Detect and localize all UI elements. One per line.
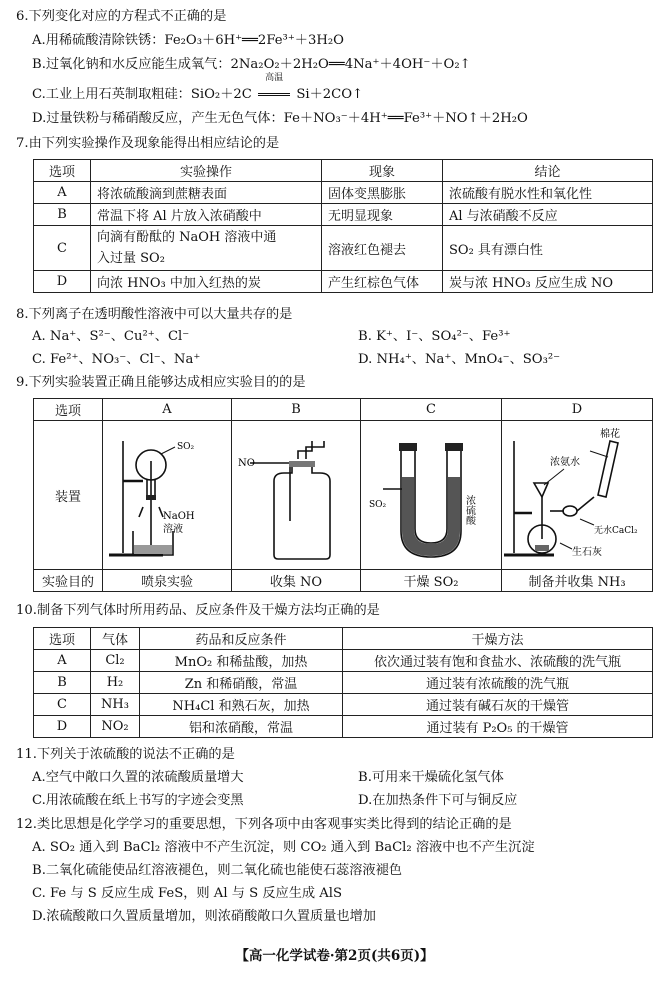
table-row xyxy=(34,672,653,694)
apparatus-b xyxy=(232,421,361,570)
table-cell: 常温下将 Al 片放入浓硝酸中 xyxy=(91,204,322,226)
table-row xyxy=(34,182,653,204)
purpose-row xyxy=(34,570,653,592)
q12-stem: 12.类比思想是化学学习的重要思想，下列各项中由客观事实类比得到的结论正确的是 xyxy=(16,817,512,832)
purpose-cell: 收集 NO xyxy=(232,570,361,592)
purpose-cell: 制备并收集 NH₃ xyxy=(502,570,653,592)
label-solution: 溶液 xyxy=(163,524,183,535)
table-cell xyxy=(91,226,322,271)
label-quicklime: 生石灰 xyxy=(572,547,602,558)
table-cell: 将浓硫酸滴到蔗糖表面 xyxy=(91,182,322,204)
q10-table xyxy=(33,627,653,738)
table-cell: 通过装有碱石灰的干燥管 xyxy=(343,694,653,716)
table-header-cell: 干燥方法 xyxy=(343,628,653,650)
q6-condition-text: 高温 xyxy=(265,73,284,83)
table-cell: 铝和浓硝酸，常温 xyxy=(140,716,343,738)
table-cell: 依次通过装有饱和食盐水、浓硫酸的洗气瓶 xyxy=(343,650,653,672)
purpose-cell: 干燥 SO₂ xyxy=(361,570,502,592)
purpose-cell: 喷泉实验 xyxy=(103,570,232,592)
table-header-cell: B xyxy=(232,399,361,421)
q6-option-d: D.过量铁粉与稀硝酸反应，产生无色气体：Fe＋NO₃⁻＋4H⁺══Fe³⁺＋NO↑＋2H₂O xyxy=(32,111,528,126)
table-row xyxy=(34,204,653,226)
table-cell: 固体变黑膨胀 xyxy=(322,182,443,204)
table-header-cell: 选项 xyxy=(34,399,103,421)
table-cell: C xyxy=(34,226,91,271)
table-cell: B xyxy=(34,204,91,226)
table-header-cell: 气体 xyxy=(91,628,140,650)
q9-table xyxy=(33,398,653,592)
table-header-cell: 结论 xyxy=(443,160,653,182)
table-header-cell: 药品和反应条件 xyxy=(140,628,343,650)
q9-stem: 9.下列实验装置正确且能够达成相应实验目的的是 xyxy=(16,375,306,390)
ammonia-prep-figure xyxy=(502,421,652,569)
table-header-cell: 选项 xyxy=(34,160,91,182)
label-cotton: 棉花 xyxy=(600,429,620,440)
q8-option-d: D. NH₄⁺、Na⁺、MnO₄⁻、SO₃²⁻ xyxy=(358,352,561,367)
table-cell: SO₂ 具有漂白性 xyxy=(443,226,653,271)
purpose-row-label: 实验目的 xyxy=(34,570,103,592)
table-cell: Zn 和稀硝酸，常温 xyxy=(140,672,343,694)
q8-option-b: B. K⁺、I⁻、SO₄²⁻、Fe³⁺ xyxy=(358,329,511,344)
table-row xyxy=(34,226,653,271)
q6-option-c xyxy=(32,73,364,104)
label-so2: SO₂ xyxy=(177,442,195,452)
q10-stem: 10.制备下列气体时所用药品、反应条件及干燥方法均正确的是 xyxy=(16,603,380,618)
q6-condition-arrow xyxy=(256,73,292,104)
q8-stem: 8.下列离子在透明酸性溶液中可以大量共存的是 xyxy=(16,307,293,322)
device-row-label: 装置 xyxy=(34,421,103,570)
table-cell-line: 向滴有酚酞的 NaOH 溶液中通 xyxy=(97,230,277,245)
q6-option-c-left: C.工业上用石英制取粗硅：SiO₂＋2C xyxy=(32,87,252,102)
table-cell: 产生红棕色气体 xyxy=(322,271,443,293)
q11-stem: 11.下列关于浓硫酸的说法不正确的是 xyxy=(16,747,235,762)
table-cell: A xyxy=(34,650,91,672)
q6-stem: 6.下列变化对应的方程式不正确的是 xyxy=(16,9,227,24)
table-cell: B xyxy=(34,672,91,694)
table-cell: 通过装有 P₂O₅ 的干燥管 xyxy=(343,716,653,738)
table-row xyxy=(34,694,653,716)
q7-table xyxy=(33,159,653,293)
apparatus-d xyxy=(502,421,653,570)
table-cell: Al 与浓硝酸不反应 xyxy=(443,204,653,226)
table-cell: H₂ xyxy=(91,672,140,694)
table-cell: A xyxy=(34,182,91,204)
label-naoh: NaOH xyxy=(163,511,195,522)
q11-option-a: A.空气中敞口久置的浓硫酸质量增大 xyxy=(32,770,244,785)
q12-option-d: D.浓硫酸敞口久置质量增加，则浓硝酸敞口久置质量也增加 xyxy=(32,909,376,924)
label-ammonia-water: 浓氨水 xyxy=(550,457,580,468)
table-header-cell: 实验操作 xyxy=(91,160,322,182)
table-header-row xyxy=(34,399,653,421)
table-cell: 通过装有浓硫酸的洗气瓶 xyxy=(343,672,653,694)
table-header-row xyxy=(34,160,653,182)
table-row xyxy=(34,271,653,293)
q6-option-b: B.过氧化钠和水反应能生成氧气：2Na₂O₂＋2H₂O══4Na⁺＋4OH⁻＋O₂↑ xyxy=(32,57,471,72)
gas-bottle-figure xyxy=(232,421,360,569)
table-header-row xyxy=(34,628,653,650)
label-conc-sulfuric: 浓硫酸 xyxy=(463,495,475,525)
table-cell: NH₄Cl 和熟石灰，加热 xyxy=(140,694,343,716)
fountain-apparatus-figure xyxy=(103,421,231,569)
table-cell: C xyxy=(34,694,91,716)
table-header-cell: 选项 xyxy=(34,628,91,650)
table-cell: Cl₂ xyxy=(91,650,140,672)
label-cacl2: 无水CaCl₂ xyxy=(594,526,638,536)
q8-option-a: A. Na⁺、S²⁻、Cu²⁺、Cl⁻ xyxy=(32,329,190,344)
q11-option-b: B.可用来干燥硫化氢气体 xyxy=(358,770,504,785)
table-cell: D xyxy=(34,716,91,738)
table-header-cell: 现象 xyxy=(322,160,443,182)
q7-stem: 7.由下列实验操作及现象能得出相应结论的是 xyxy=(16,136,280,151)
q8-option-c: C. Fe²⁺、NO₃⁻、Cl⁻、Na⁺ xyxy=(32,352,201,367)
label-no: NO xyxy=(238,458,255,469)
device-row xyxy=(34,421,653,570)
q12-option-a: A. SO₂ 通入到 BaCl₂ 溶液中不产生沉淀，则 CO₂ 通入到 BaCl₂ 溶液中也不产生沉淀 xyxy=(32,840,535,855)
q11-option-c: C.用浓硫酸在纸上书写的字迹会变黑 xyxy=(32,793,244,808)
label-so2-c: SO₂ xyxy=(369,500,387,510)
page-footer: 【高一化学试卷·第2页(共6页)】 xyxy=(235,948,434,964)
table-cell: 无明显现象 xyxy=(322,204,443,226)
q6-option-a: A.用稀硫酸清除铁锈：Fe₂O₃＋6H⁺══2Fe³⁺＋3H₂O xyxy=(32,33,344,48)
q12-option-b: B.二氧化硫能使品红溶液褪色，则二氧化硫也能使石蕊溶液褪色 xyxy=(32,863,402,878)
table-cell: 向浓 HNO₃ 中加入红热的炭 xyxy=(91,271,322,293)
table-cell: 炭与浓 HNO₃ 反应生成 NO xyxy=(443,271,653,293)
table-cell: NH₃ xyxy=(91,694,140,716)
apparatus-c xyxy=(361,421,502,570)
table-row xyxy=(34,716,653,738)
q12-option-c: C. Fe 与 S 反应生成 FeS，则 Al 与 S 反应生成 AlS xyxy=(32,886,343,901)
q6-option-c-right: Si＋2CO↑ xyxy=(296,87,364,102)
table-cell-line: 入过量 SO₂ xyxy=(97,251,165,266)
table-cell: D xyxy=(34,271,91,293)
table-cell: MnO₂ 和稀盐酸，加热 xyxy=(140,650,343,672)
table-header-cell: D xyxy=(502,399,653,421)
q11-option-d: D.在加热条件下可与铜反应 xyxy=(358,793,518,808)
u-tube-figure xyxy=(361,421,501,569)
table-header-cell: A xyxy=(103,399,232,421)
table-header-cell: C xyxy=(361,399,502,421)
table-cell: NO₂ xyxy=(91,716,140,738)
apparatus-a xyxy=(103,421,232,570)
table-cell: 浓硫酸有脱水性和氧化性 xyxy=(443,182,653,204)
table-row xyxy=(34,650,653,672)
table-cell: 溶液红色褪去 xyxy=(322,226,443,271)
